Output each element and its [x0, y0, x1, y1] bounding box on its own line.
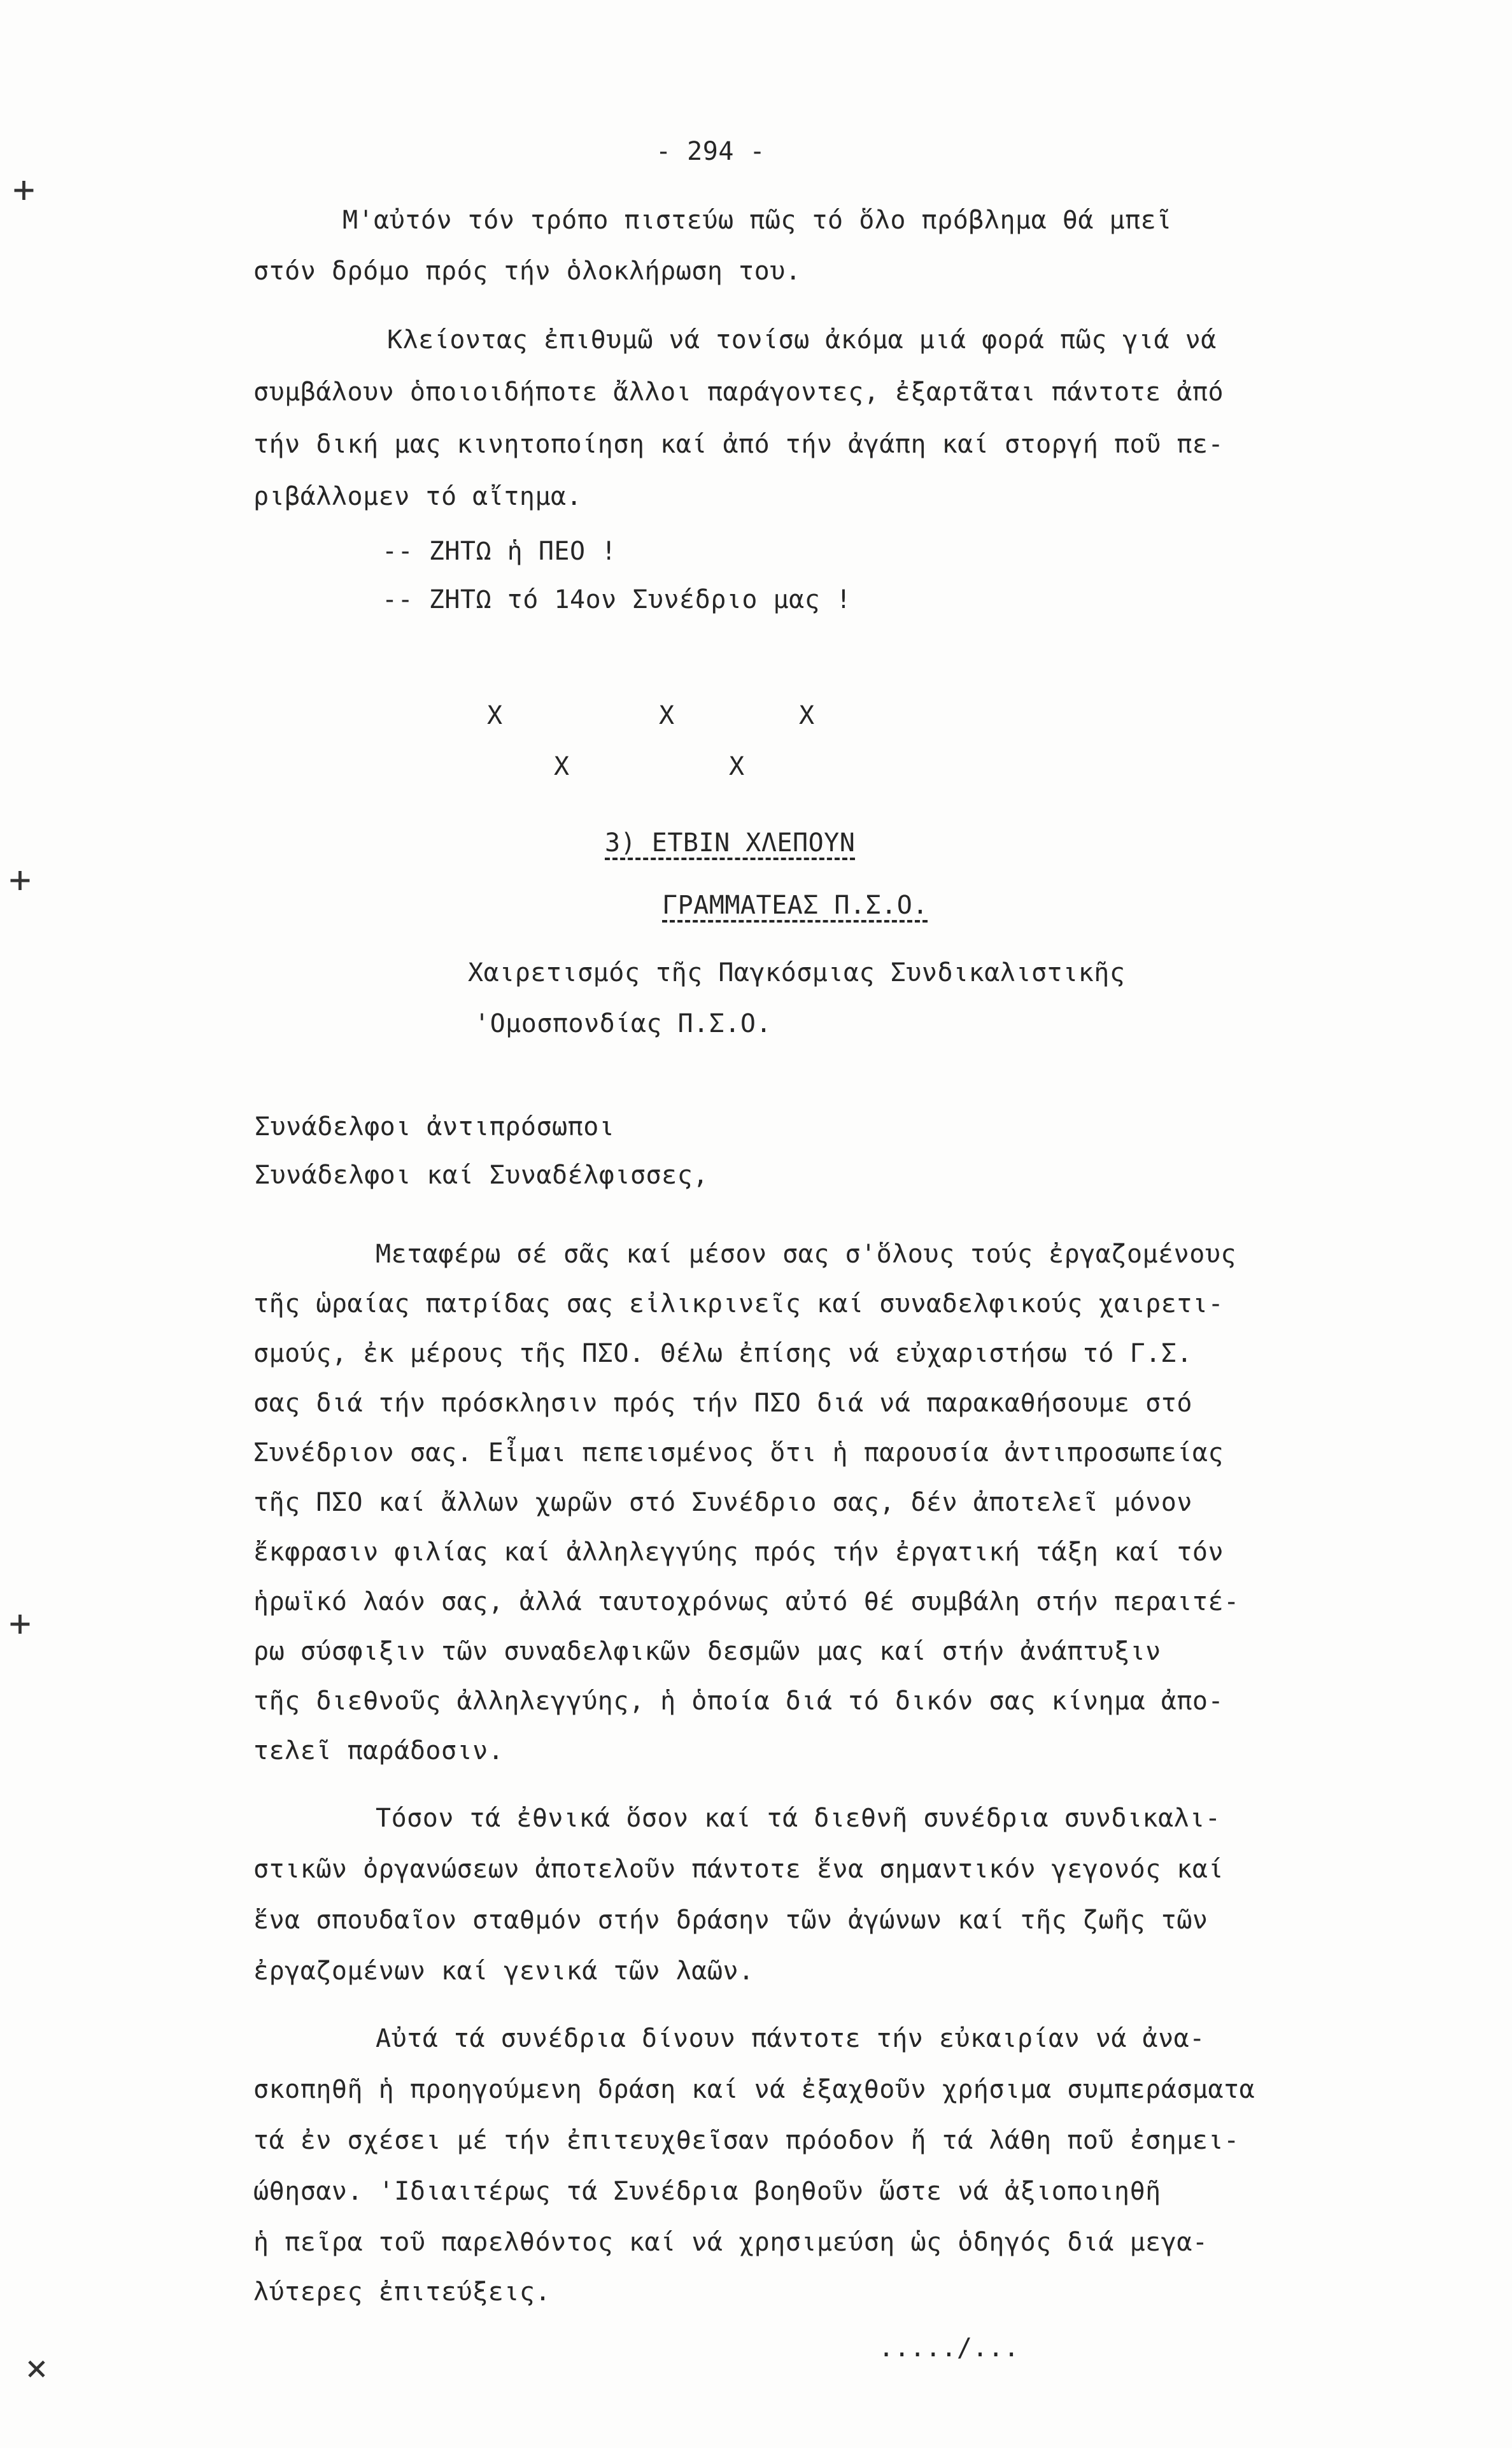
paragraph-1-line-2: στόν δρόμο πρός τήν ὁλοκλήρωση του. [253, 257, 802, 286]
separator-mark: X [799, 701, 815, 730]
paragraph-4-line-4: ἐργαζομένων καί γενικά τῶν λαῶν. [253, 1956, 754, 1986]
paragraph-3-line-11: τελεῖ παράδοσιν. [253, 1736, 504, 1765]
binding-punch-mark: × [25, 2346, 48, 2389]
salutation-line-2: Συνάδελφοι καί Συναδέλφισσες, [255, 1161, 709, 1190]
paragraph-5-line-5: ἡ πεῖρα τοῦ παρελθόντος καί νά χρησιμεύση ὡς ὁδηγός διά μεγα- [253, 2228, 1208, 2257]
greeting-title-line-2: 'Ομοσπονδίας Π.Σ.Ο. [474, 1009, 772, 1038]
paragraph-3-line-2: τῆς ὡραίας πατρίδας σας εἰλικρινεῖς καί συναδελφικούς χαιρετι- [253, 1289, 1224, 1319]
paragraph-3-line-3: σμούς, ἐκ μέρους τῆς ΠΣΟ. Θέλω ἐπίσης νά εὐχαριστήσω τό Γ.Σ. [253, 1339, 1192, 1368]
paragraph-2-line-1: Κλείοντας ἐπιθυμῶ νά τονίσω ἀκόμα μιά φορά πῶς γιά νά [387, 325, 1217, 355]
separator-mark: X [729, 752, 745, 781]
paragraph-5-line-2: σκοπηθῆ ἡ προηγούμενη δράση καί νά ἐξαχθοῦν χρήσιμα συμπεράσματα [253, 2075, 1255, 2104]
binding-punch-mark: + [13, 167, 35, 211]
continuation-marker: ...../... [879, 2333, 1020, 2363]
paragraph-3-line-9: ρω σύσφιξιν τῶν συναδελφικῶν δεσμῶν μας καί στήν ἀνάπτυξιν [253, 1637, 1161, 1666]
separator-mark: X [659, 701, 675, 730]
paragraph-4-line-3: ἕνα σπουδαῖον σταθμόν στήν δράσην τῶν ἀγώνων καί τῆς ζωῆς τῶν [253, 1906, 1208, 1935]
separator-mark: X [554, 752, 570, 781]
separator-mark: X [487, 701, 503, 730]
paragraph-5-line-6: λύτερες ἐπιτεύξεις. [253, 2277, 551, 2307]
section-role: ΓΡΑΜΜΑΤΕΑΣ Π.Σ.Ο. [662, 891, 928, 920]
binding-punch-mark: + [9, 858, 31, 901]
paragraph-5-line-3: τά ἐν σχέσει μέ τήν ἐπιτευχθεῖσαν πρόοδον ἤ τά λάθη ποῦ ἐσημει- [253, 2126, 1240, 2155]
paragraph-3-line-5: Συνέδριον σας. Εἶμαι πεπεισμένος ὅτι ἡ παρουσία ἀντιπροσωπείας [253, 1438, 1224, 1468]
greeting-title-line-1: Χαιρετισμός τῆς Παγκόσμιας Συνδικαλιστικῆς [468, 958, 1126, 987]
paragraph-2-line-2: συμβάλουν ὁποιοιδήποτε ἄλλοι παράγοντες, ἐξαρτᾶται πάντοτε ἀπό [253, 378, 1224, 407]
paragraph-4-line-1: Τόσον τά ἐθνικά ὅσον καί τά διεθνῆ συνέδρια συνδικαλι- [376, 1804, 1221, 1833]
slogan-1: -- ΖΗΤΩ ἡ ΠΕΟ ! [382, 537, 617, 566]
paragraph-3-line-6: τῆς ΠΣΟ καί ἄλλων χωρῶν στό Συνέδριο σας, δέν ἀποτελεῖ μόνον [253, 1488, 1192, 1517]
salutation-line-1: Συνάδελφοι ἀντιπρόσωποι [255, 1112, 615, 1142]
paragraph-3-line-8: ἡρωϊκό λαόν σας, ἀλλά ταυτοχρόνως αὐτό θέ συμβάλη στήν περαιτέ- [253, 1587, 1240, 1617]
paragraph-4-line-2: στικῶν ὀργανώσεων ἀποτελοῦν πάντοτε ἕνα σημαντικόν γεγονός καί [253, 1855, 1224, 1884]
binding-punch-mark: + [9, 1601, 31, 1645]
paragraph-3-line-7: ἔκφρασιν φιλίας καί ἀλληλεγγύης πρός τήν ἐργατική τάξη καί τόν [253, 1538, 1224, 1567]
paragraph-2-line-4: ριβάλλομεν τό αἴτημα. [253, 482, 583, 511]
section-heading: 3) ΕΤΒΙΝ ΧΛΕΠΟΥΝ [605, 828, 856, 858]
paragraph-1-line-1: M'αὐτόν τόν τρόπο πιστεύω πῶς τό ὅλο πρόβλημα θά μπεῖ [343, 206, 1172, 235]
paragraph-2-line-3: τήν δική μας κινητοποίηση καί ἀπό τήν ἀγάπη καί στοργή ποῦ πε- [253, 430, 1224, 459]
slogan-2: -- ΖΗΤΩ τό 14ον Συνέδριο μας ! [382, 585, 852, 614]
paragraph-3-line-4: σας διά τήν πρόσκλησιν πρός τήν ΠΣΟ διά νά παρακαθήσουμε στό [253, 1389, 1192, 1418]
page-number: - 294 - [656, 137, 766, 166]
paragraph-3-line-1: Μεταφέρω σέ σᾶς καί μέσον σας σ'ὅλους τούς ἐργαζομένους [376, 1240, 1237, 1269]
paragraph-5-line-4: ώθησαν. 'Ιδιαιτέρως τά Συνέδρια βοηθοῦν ὥστε νά ἀξιοποιηθῆ [253, 2177, 1161, 2206]
paragraph-5-line-1: Αὐτά τά συνέδρια δίνουν πάντοτε τήν εὐκαιρίαν νά ἀνα- [376, 2024, 1205, 2053]
paragraph-3-line-10: τῆς διεθνοῦς ἀλληλεγγύης, ἡ ὁποία διά τό δικόν σας κίνημα ἀπο- [253, 1687, 1224, 1716]
